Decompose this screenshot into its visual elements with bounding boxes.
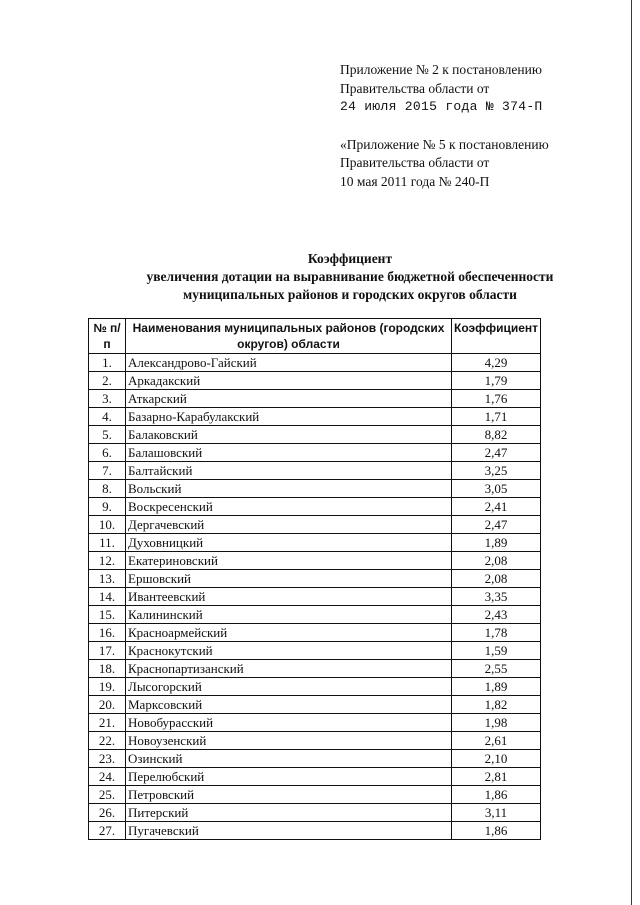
district-name: Питерский	[126, 804, 452, 822]
table-row	[89, 570, 541, 588]
coefficient-value: 3,05	[452, 480, 541, 498]
row-number: 20.	[89, 696, 126, 714]
title-line-2: увеличения дотации на выравнивание бюджетной обеспеченности	[146, 269, 554, 284]
table-row	[89, 444, 541, 462]
district-name: Новоузенский	[126, 732, 452, 750]
coefficient-value: 1,89	[452, 678, 541, 696]
district-name: Краснокутский	[126, 642, 452, 660]
district-name: Озинский	[126, 750, 452, 768]
table-row	[89, 678, 541, 696]
table-row	[89, 768, 541, 786]
district-name: Новобурасский	[126, 714, 452, 732]
table-row	[89, 624, 541, 642]
district-name: Воскресенский	[126, 498, 452, 516]
district-name: Красноармейский	[126, 624, 452, 642]
row-number: 19.	[89, 678, 126, 696]
coefficient-table	[88, 318, 541, 840]
document-title	[70, 250, 630, 304]
district-name: Александрово-Гайский	[126, 354, 452, 372]
title-line-3: муниципальных районов и городских округов области	[183, 287, 517, 302]
table-row	[89, 786, 541, 804]
district-name: Дергачевский	[126, 516, 452, 534]
district-name: Ивантеевский	[126, 588, 452, 606]
table-row	[89, 516, 541, 534]
row-number: 25.	[89, 786, 126, 804]
row-number: 27.	[89, 822, 126, 840]
district-name: Пугачевский	[126, 822, 452, 840]
title-line-1: Коэффициент	[307, 251, 393, 266]
row-number: 10.	[89, 516, 126, 534]
coefficient-value: 1,82	[452, 696, 541, 714]
coefficient-value: 2,41	[452, 498, 541, 516]
table-row	[89, 696, 541, 714]
district-name: Базарно-Карабулакский	[126, 408, 452, 426]
appendix-header	[340, 61, 630, 191]
table-row	[89, 606, 541, 624]
table-row	[89, 426, 541, 444]
row-number: 8.	[89, 480, 126, 498]
district-name: Балаковский	[126, 426, 452, 444]
header-name: Наименования муниципальных районов (городских округов) области	[126, 319, 452, 354]
header-num: № п/п	[89, 319, 126, 354]
district-name: Аркадакский	[126, 372, 452, 390]
district-name: Балашовский	[126, 444, 452, 462]
table-row	[89, 714, 541, 732]
coefficient-value: 2,81	[452, 768, 541, 786]
row-number: 4.	[89, 408, 126, 426]
appendix-line-2: Правительства области от	[340, 80, 490, 96]
table-row	[89, 480, 541, 498]
coefficient-value: 3,25	[452, 462, 541, 480]
table-row	[89, 498, 541, 516]
row-number: 15.	[89, 606, 126, 624]
row-number: 9.	[89, 498, 126, 516]
appendix2-date-line: 10 мая 2011 года № 240-П	[340, 173, 490, 189]
table-row	[89, 588, 541, 606]
coefficient-value: 1,86	[452, 822, 541, 840]
row-number: 12.	[89, 552, 126, 570]
row-number: 23.	[89, 750, 126, 768]
district-name: Марксовский	[126, 696, 452, 714]
row-number: 21.	[89, 714, 126, 732]
row-number: 26.	[89, 804, 126, 822]
row-number: 24.	[89, 768, 126, 786]
coefficient-value: 4,29	[452, 354, 541, 372]
appendix-date-line: 24 июля 2015 года № 374-П	[340, 99, 543, 114]
district-name: Перелюбский	[126, 768, 452, 786]
coefficient-value: 1,98	[452, 714, 541, 732]
coefficient-value: 8,82	[452, 426, 541, 444]
coefficient-value: 2,61	[452, 732, 541, 750]
row-number: 3.	[89, 390, 126, 408]
table-row	[89, 750, 541, 768]
appendix2-line-1: «Приложение № 5 к постановлению	[340, 136, 549, 152]
table-row	[89, 804, 541, 822]
row-number: 11.	[89, 534, 126, 552]
table-row	[89, 408, 541, 426]
table-row	[89, 390, 541, 408]
table-row	[89, 462, 541, 480]
district-name: Лысогорский	[126, 678, 452, 696]
coefficient-value: 2,43	[452, 606, 541, 624]
coefficient-value: 2,55	[452, 660, 541, 678]
coefficient-value: 3,11	[452, 804, 541, 822]
district-name: Вольский	[126, 480, 452, 498]
row-number: 6.	[89, 444, 126, 462]
row-number: 1.	[89, 354, 126, 372]
table-row	[89, 822, 541, 840]
coefficient-value: 1,78	[452, 624, 541, 642]
coefficient-value: 1,59	[452, 642, 541, 660]
row-number: 16.	[89, 624, 126, 642]
table-row	[89, 552, 541, 570]
row-number: 18.	[89, 660, 126, 678]
appendix2-line-2: Правительства области от	[340, 155, 490, 170]
row-number: 2.	[89, 372, 126, 390]
appendix-line-1: Приложение № 2 к постановлению	[340, 62, 542, 77]
district-name: Балтайский	[126, 462, 452, 480]
coefficient-value: 3,35	[452, 588, 541, 606]
table-row	[89, 534, 541, 552]
coefficient-value: 1,86	[452, 786, 541, 804]
table-row	[89, 372, 541, 390]
district-name: Калининский	[126, 606, 452, 624]
district-name: Екатериновский	[126, 552, 452, 570]
coefficient-value: 1,89	[452, 534, 541, 552]
table-header-row	[89, 319, 541, 354]
table-row	[89, 642, 541, 660]
coefficient-value: 1,71	[452, 408, 541, 426]
row-number: 5.	[89, 426, 126, 444]
row-number: 17.	[89, 642, 126, 660]
district-name: Аткарский	[126, 390, 452, 408]
row-number: 7.	[89, 462, 126, 480]
coefficient-value: 1,79	[452, 372, 541, 390]
row-number: 22.	[89, 732, 126, 750]
coefficient-value: 2,47	[452, 444, 541, 462]
district-name: Краснопартизанский	[126, 660, 452, 678]
row-number: 14.	[89, 588, 126, 606]
coefficient-value: 2,08	[452, 570, 541, 588]
district-name: Петровский	[126, 786, 452, 804]
coefficient-value: 2,08	[452, 552, 541, 570]
coefficient-value: 1,76	[452, 390, 541, 408]
page-edge-line	[631, 0, 632, 905]
header-coef: Коэффициент	[452, 319, 541, 354]
row-number: 13.	[89, 570, 126, 588]
table-row	[89, 732, 541, 750]
table-row	[89, 354, 541, 372]
coefficient-value: 2,10	[452, 750, 541, 768]
district-name: Ершовский	[126, 570, 452, 588]
table-row	[89, 660, 541, 678]
district-name: Духовницкий	[126, 534, 452, 552]
coefficient-value: 2,47	[452, 516, 541, 534]
